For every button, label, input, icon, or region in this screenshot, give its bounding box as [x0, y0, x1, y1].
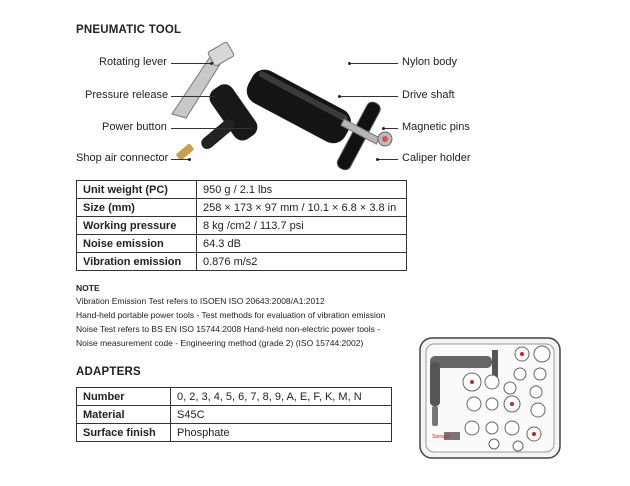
spec-value: 950 g / 2.1 lbs [197, 181, 407, 199]
note-line: Noise Test refers to BS EN ISO 15744:2008 Hand-held non-electric power tools - [76, 324, 381, 334]
spec-label: Size (mm) [77, 199, 197, 217]
spec-label: Vibration emission [77, 253, 197, 271]
spec-value: 64.3 dB [197, 235, 407, 253]
adapter-label: Material [77, 406, 171, 424]
pneumatic-tool-heading: PNEUMATIC TOOL [76, 24, 182, 36]
table-row [77, 253, 407, 271]
table-row [77, 217, 407, 235]
callout-power-button: Power button [102, 121, 167, 133]
storage-label: Storage [432, 434, 450, 440]
adapters-heading: ADAPTERS [76, 366, 141, 378]
note-heading: NOTE [76, 283, 100, 293]
note-line: Noise measurement code - Engineering method (grade 2) (ISO 15744:2002) [76, 338, 364, 348]
table-row [77, 424, 392, 442]
callout-caliper-holder: Caliper holder [402, 152, 471, 164]
storage-case-image [418, 336, 564, 462]
callout-rotating-lever: Rotating lever [99, 56, 167, 68]
adapters-table [76, 387, 392, 442]
adapter-value: Phosphate [171, 424, 392, 442]
callout-magnetic-pins: Magnetic pins [402, 121, 470, 133]
pneumatic-tool-image [160, 40, 400, 180]
adapter-label: Surface finish [77, 424, 171, 442]
spec-label: Working pressure [77, 217, 197, 235]
specs-table [76, 180, 407, 271]
callout-nylon-body: Nylon body [402, 56, 458, 68]
callout-pressure-release: Pressure release [85, 89, 169, 101]
table-row [77, 406, 392, 424]
callout-drive-shaft: Drive shaft [402, 89, 455, 101]
adapter-value: S45C [171, 406, 392, 424]
note-line: Hand-held portable power tools - Test methods for evaluation of vibration emission [76, 310, 386, 320]
table-row [77, 199, 407, 217]
spec-label: Noise emission [77, 235, 197, 253]
table-row [77, 181, 407, 199]
callout-shop-air-connector: Shop air connector [76, 152, 169, 164]
spec-value: 0.876 m/s2 [197, 253, 407, 271]
spec-value: 8 kg /cm2 / 113.7 psi [197, 217, 407, 235]
note-line: Vibration Emission Test refers to ISOEN ISO 20643:2008/A1:2012 [76, 296, 325, 306]
adapter-label: Number [77, 388, 171, 406]
table-row [77, 388, 392, 406]
spec-label: Unit weight (PC) [77, 181, 197, 199]
adapter-value: 0, 2, 3, 4, 5, 6, 7, 8, 9, A, E, F, K, M, N [171, 388, 392, 406]
spec-value: 258 × 173 × 97 mm / 10.1 × 6.8 × 3.8 in [197, 199, 407, 217]
table-row [77, 235, 407, 253]
